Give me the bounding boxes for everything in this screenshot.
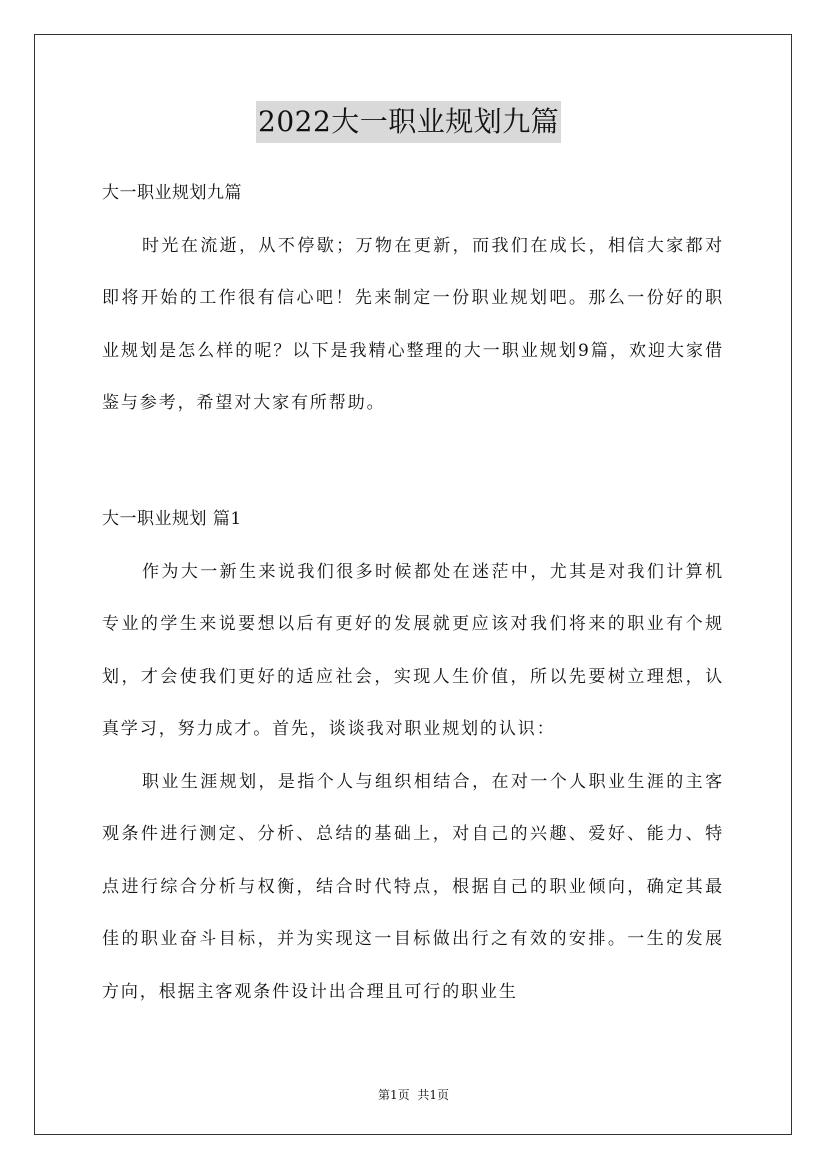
intro-paragraph: 时光在流逝，从不停歇；万物在更新，而我们在成长，相信大家都对即将开始的工作很有信心吧！先来制定一份职业规划吧。那么一份好的职业规划是怎么样的呢？以下是我精心整理的大一职业规划9篇，欢迎大家借鉴与参考，希望对大家有所帮助。 bbox=[102, 236, 724, 414]
section-1-paragraph-2: 职业生涯规划，是指个人与组织相结合，在对一个人职业生涯的主客观条件进行测定、分析、总结的基础上，对自己的兴趣、爱好、能力、特点进行综合分析与权衡，结合时代特点，根据自己的职业倾向，确定其最佳的职业奋斗目标，并为实现这一目标做出行之有效的安排。一生的发展方向，根据主客观条件设计出合理且可行的职业生 bbox=[102, 772, 724, 1002]
section-heading-1: 大一职业规划 篇1 bbox=[102, 509, 242, 529]
document-title: 2022大一职业规划九篇 bbox=[256, 101, 561, 143]
page-number: 第1页 bbox=[377, 1088, 410, 1102]
section-1-paragraph-1: 作为大一新生来说我们很多时候都处在迷茫中，尤其是对我们计算机专业的学生来说要想以后有更好的发展就更应该对我们将来的职业有个规划，才会使我们更好的适应社会，实现人生价值，所以先要树立理想，认真学习，努力成才。首先，谈谈我对职业规划的认识： bbox=[102, 562, 724, 740]
document-subtitle: 大一职业规划九篇 bbox=[102, 183, 242, 203]
page-total: 共1页 bbox=[417, 1088, 450, 1102]
page-footer bbox=[0, 1087, 827, 1103]
